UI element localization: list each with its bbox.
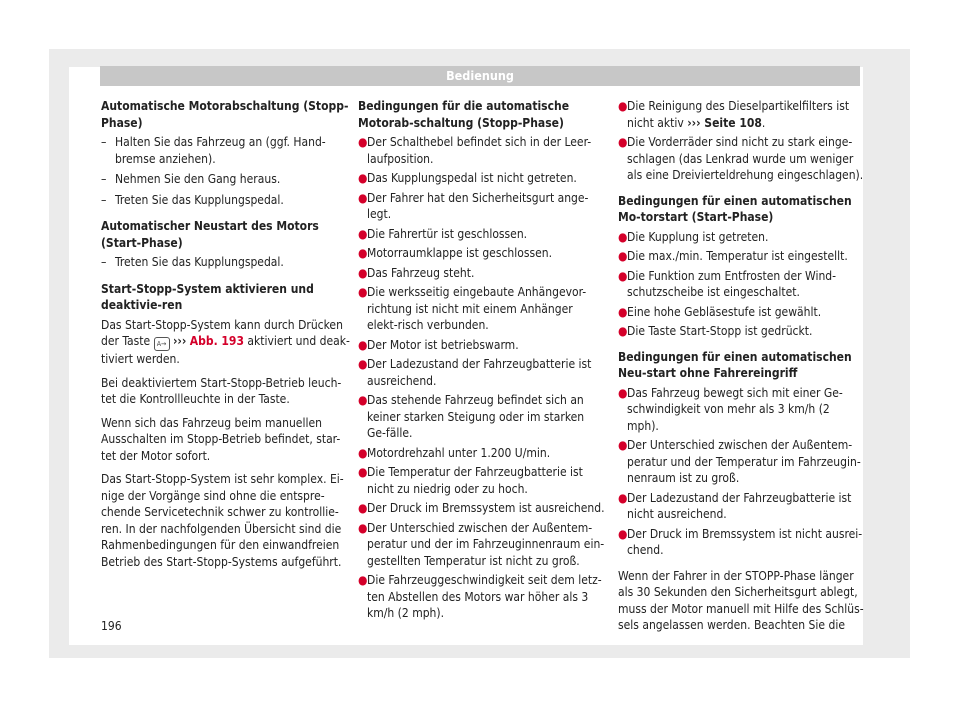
paragraph: Das Start-Stopp-System ist sehr komplex. Ei-nige der Vorgänge sind ohne die entspre-chende Servicetechnik schwer zu kontrollie-ren. In der nachfolgenden Übersicht sind die Rahmenbedingungen für den einwandfreien Betrieb des Start-Stopp-Systems aufgeführt. xyxy=(101,472,344,569)
heading-aktivieren: Start-Stopp-System aktivieren und deaktivie-ren xyxy=(101,281,314,312)
heading-start-phase: Automatischer Neustart des Motors (Start-Phase) xyxy=(101,219,319,250)
figure-reference-link[interactable]: Abb. 193 xyxy=(189,334,244,348)
list-item: ● Die Fahrertür ist geschlossen. xyxy=(358,226,528,241)
list-item: ● Der Motor ist betriebswarm. xyxy=(358,337,519,352)
list-item: ● Der Fahrer hat den Sicherheitsgurt ange-legt. xyxy=(358,190,589,221)
page-reference-link[interactable]: ››› Seite 108 xyxy=(687,115,762,130)
list-item: ● Die werksseitig eingebaute Anhängevor-richtung ist nicht mit einem Anhänger elekt-risch verbunden. xyxy=(358,285,587,332)
page-number: 196 xyxy=(101,619,122,633)
list-item: ● Das Kupplungspedal ist nicht getreten. xyxy=(358,171,577,185)
list-item: ● Die Fahrzeuggeschwindigkeit seit dem letz-ten Abstellen des Motors war höher als 3 km/h (2 mph). xyxy=(358,573,602,620)
section-header: Bedienung xyxy=(100,66,860,86)
paragraph: Bei deaktiviertem Start-Stopp-Betrieb leuch-tet die Kontrollleuchte in der Taste. xyxy=(101,375,342,406)
list-item: ● Das stehende Fahrzeug befindet sich an keiner starken Steigung oder im starken Ge-fälle. xyxy=(358,393,585,440)
column-right xyxy=(618,98,864,641)
reference-arrow: ››› xyxy=(172,334,187,348)
list-item: ● Eine hohe Gebläsestufe ist gewählt. xyxy=(618,304,822,319)
list-item: ● Das Fahrzeug bewegt sich mit einer Ge-schwindigkeit von mehr als 3 km/h (2 mph). xyxy=(618,385,843,433)
step-item: – Treten Sie das Kupplungspedal. xyxy=(101,192,351,209)
list-item: ● Die Kupplung ist getreten. xyxy=(618,229,769,244)
list-item: ● Der Unterschied zwischen der Außentem-peratur und der Temperatur im Fahrzeugin-nenraum ist zu groß. xyxy=(618,438,861,485)
list-item: ● Die Reinigung des Dieselpartikelfilters ist nicht aktiv ››› Seite 108. xyxy=(618,99,850,130)
list-item: ● Der Ladezustand der Fahrzeugbatterie ist nicht ausreichend. xyxy=(618,490,852,521)
column-middle xyxy=(358,98,606,625)
list-item: ● Die Vorderräder sind nicht zu stark einge-schlagen (das Lenkrad wurde um weniger als eine Dreivierteldrehung eingeschlagen). xyxy=(618,135,864,182)
list-item: ● Die Funktion zum Entfrosten der Wind-schutzscheibe ist eingeschaltet. xyxy=(618,268,837,299)
list-item: ● Der Druck im Bremssystem ist ausreichend. xyxy=(358,501,605,515)
list-item: ● Der Druck im Bremssystem ist nicht ausrei-chend. xyxy=(618,526,863,557)
paragraph-text: aktiviert und deak-tiviert werden. xyxy=(101,334,350,366)
heading-stop-conditions: Bedingungen für die automatische Motorab-schaltung (Stopp-Phase) xyxy=(358,99,570,130)
list-item: ● Die Temperatur der Fahrzeugbatterie ist nicht zu niedrig oder zu hoch. xyxy=(358,465,583,496)
column-left xyxy=(101,98,351,577)
list-item: ● Der Unterschied zwischen der Außentem-peratur und der im Fahrzeuginnenraum ein-gestellten Temperatur ist nicht zu groß. xyxy=(358,520,605,568)
list-item: ● Der Schalthebel befindet sich in der Leer-laufposition. xyxy=(358,135,592,166)
heading-restart-conditions: Bedingungen für einen automatischen Neu-start ohne Fahrereingriff xyxy=(618,349,852,380)
list-item: ● Das Fahrzeug steht. xyxy=(358,265,475,280)
list-item: ● Motorraumklappe ist geschlossen. xyxy=(358,246,552,260)
list-item: ● Die max./min. Temperatur ist eingestellt. xyxy=(618,249,848,263)
step-item: – Nehmen Sie den Gang heraus. xyxy=(101,171,351,188)
paragraph-text: Das Start-Stopp-System kann durch Drücken der Taste xyxy=(101,317,343,348)
start-stop-key-icon: A→ xyxy=(154,337,170,351)
paragraph xyxy=(101,317,351,368)
step-item: – Treten Sie das Kupplungspedal. xyxy=(101,254,351,271)
list-item: ● Die Taste Start-Stopp ist gedrückt. xyxy=(618,324,813,338)
step-item: – Halten Sie das Fahrzeug an (ggf. Hand-bremse anziehen). xyxy=(101,134,351,167)
paragraph: Wenn der Fahrer in der STOPP-Phase länger als 30 Sekunden den Sicherheitsgurt ablegt, muss der Motor manuell mit Hilfe des Schlüs-sels angelassen werden. Beachten Sie die xyxy=(618,568,864,632)
list-item: ● Motordrehzahl unter 1.200 U/min. xyxy=(358,445,551,460)
heading-start-conditions: Bedingungen für einen automatischen Mo-torstart (Start-Phase) xyxy=(618,193,852,224)
heading-stopp-phase: Automatische Motorabschaltung (Stopp-Phase) xyxy=(101,99,349,130)
paragraph: Wenn sich das Fahrzeug beim manuellen Ausschalten im Stopp-Betrieb befindet, star-tet der Motor sofort. xyxy=(101,415,341,463)
list-item: ● Der Ladezustand der Fahrzeugbatterie ist ausreichend. xyxy=(358,357,592,388)
